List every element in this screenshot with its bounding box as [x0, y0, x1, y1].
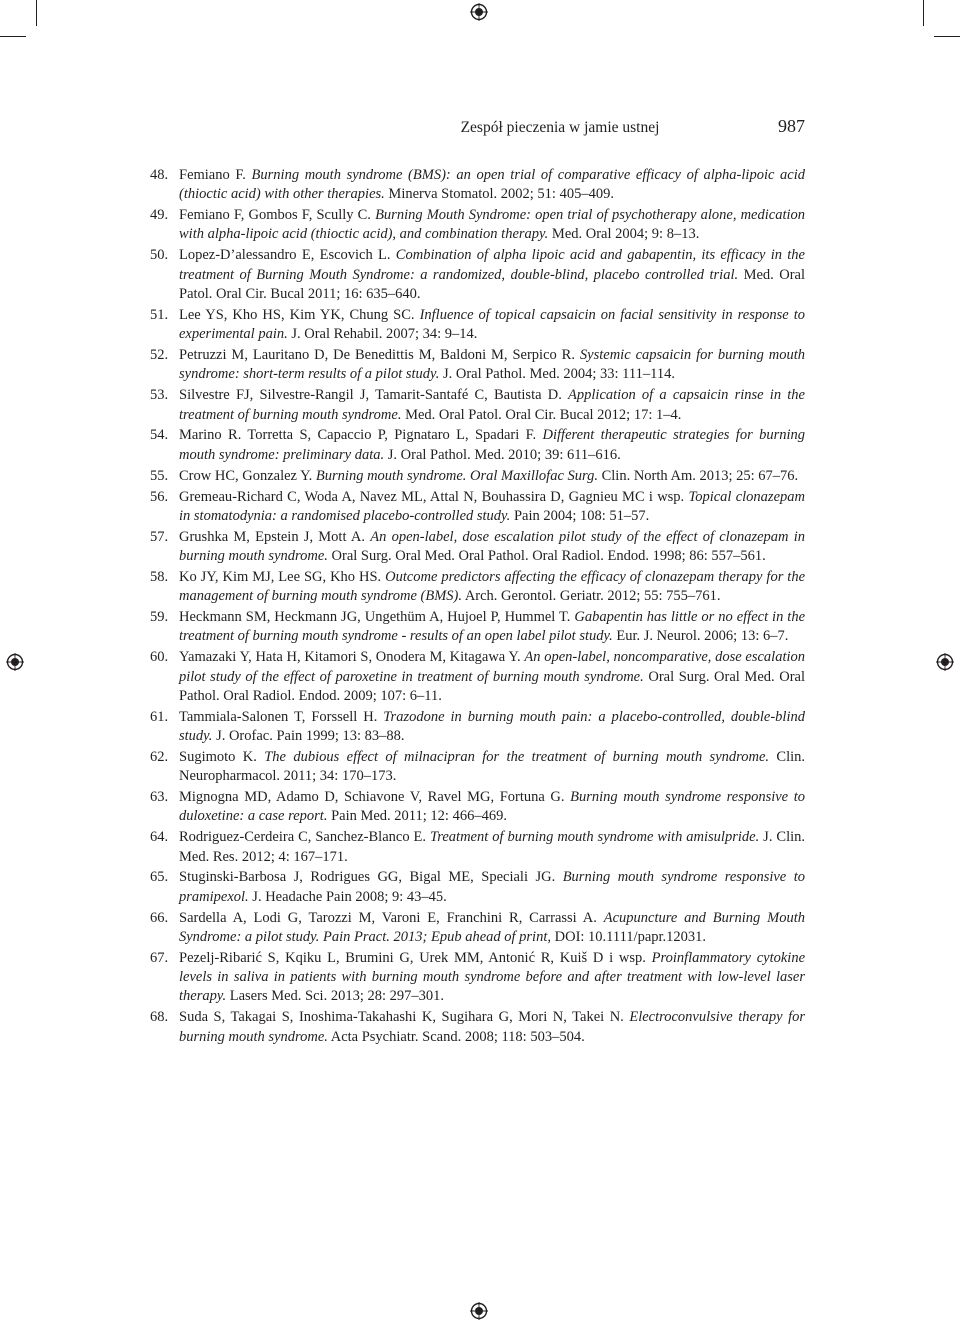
reference-title: Gabapentin has little or no effect in the treatment of burning mouth syndrome - results of an open label pilot study. [179, 609, 806, 645]
reference-source: Arch. Gerontol. Geriatr. 2012; 55: 755–761. [464, 588, 721, 605]
reference-item [150, 949, 805, 1007]
reference-number: 63. [150, 789, 169, 806]
reference-authors: Sardella A, Lodi G, Tarozzi M, Varoni E, Franchini R, Carrassi A. [179, 909, 597, 926]
registration-mark-bottom-icon [470, 1302, 488, 1320]
reference-number: 55. [150, 467, 169, 484]
reference-title: Application of a capsaicin rinse in the treatment of burning mouth syndrome. [179, 387, 805, 423]
reference-text [179, 869, 805, 904]
reference-number: 51. [150, 306, 169, 323]
reference-number: 56. [150, 488, 169, 505]
crop-mark-top-right-horizontal [934, 36, 960, 37]
reference-authors: Ko JY, Kim MJ, Lee SG, Kho HS. [179, 568, 382, 585]
reference-item [150, 246, 805, 304]
reference-number: 52. [150, 347, 169, 364]
page-header [150, 116, 805, 140]
reference-number: 60. [150, 649, 169, 666]
reference-title: Combination of alpha lipoic acid and gabapentin, its efficacy in the treatment of Burning Mouth Syndrome: a randomized, double-blind, placebo controlled trial. [179, 247, 805, 283]
reference-item [150, 708, 805, 747]
reference-authors: Tammiala-Salonen T, Forssell H. [179, 708, 378, 725]
reference-source: Eur. J. Neurol. 2006; 13: 6–7. [616, 628, 789, 645]
reference-text [179, 347, 805, 382]
reference-item [150, 909, 805, 948]
reference-source: Clin. North Am. 2013; 25: 67–76. [601, 467, 799, 484]
reference-title: Treatment of burning mouth syndrome with amisulpride. [429, 829, 760, 846]
reference-text [179, 387, 805, 422]
reference-authors: Lopez-D’alessandro E, Escovich L. [179, 247, 391, 264]
crop-mark-top-left-vertical [36, 0, 37, 26]
reference-source: Minerva Stomatol. 2002; 51: 405–409. [388, 186, 614, 203]
reference-title: An open-label, noncomparative, dose escalation pilot study of the effect of paroxetine in treatment of burning mouth syndrome. [179, 649, 806, 685]
reference-source: J. Clin. Med. Res. 2012; 4: 167–171. [179, 829, 806, 865]
reference-title: An open-label, dose escalation pilot study of the effect of clonazepam in burning mouth syndrome. [179, 528, 806, 564]
reference-source: J. Headache Pain 2008; 9: 43–45. [252, 888, 447, 905]
reference-item [150, 828, 805, 867]
registration-mark-left-icon [6, 653, 24, 671]
reference-number: 54. [150, 427, 169, 444]
page-number: 987 [778, 116, 805, 136]
reference-source: Oral Surg. Oral Med. Oral Pathol. Oral Radiol. Endod. 2009; 107: 6–11. [179, 668, 805, 704]
reference-number: 61. [150, 708, 169, 725]
reference-source: Acta Psychiatr. Scand. 2008; 118: 503–504. [330, 1028, 585, 1045]
reference-authors: Heckmann SM, Heckmann JG, Ungethüm A, Hujoel P, Hummel T. [179, 609, 571, 626]
reference-item [150, 386, 805, 425]
reference-item [150, 488, 805, 527]
reference-item [150, 648, 805, 706]
reference-authors: Suda S, Takagai S, Inoshima-Takahashi K, Sugihara G, Mori N, Takei N. [179, 1009, 624, 1026]
reference-source: Med. Oral Patol. Oral Cir. Bucal 2012; 17: 1–4. [405, 406, 682, 423]
reference-number: 62. [150, 748, 169, 765]
reference-source: Pain 2004; 108: 51–57. [513, 507, 650, 524]
reference-source: Oral Surg. Oral Med. Oral Pathol. Oral Radiol. Endod. 1998; 86: 557–561. [331, 547, 766, 564]
reference-text [179, 950, 805, 1005]
reference-item [150, 467, 805, 486]
running-title: Zespół pieczenia w jamie ustnej [460, 119, 660, 136]
reference-source: J. Orofac. Pain 1999; 13: 83–88. [216, 728, 405, 745]
reference-authors: Sugimoto K. [179, 748, 257, 765]
registration-mark-top-icon [470, 3, 488, 21]
reference-source: DOI: 10.1111/papr.12031. [554, 928, 707, 945]
reference-authors: Grushka M, Epstein J, Mott A. [179, 528, 366, 545]
reference-title: Burning mouth syndrome. Oral Maxillofac Surg. [315, 467, 598, 484]
reference-text [179, 829, 805, 864]
reference-list [150, 166, 805, 1049]
reference-item [150, 608, 805, 647]
reference-authors: Rodriguez-Cerdeira C, Sanchez-Blanco E. [179, 829, 427, 846]
reference-text [179, 529, 805, 564]
reference-title: Burning mouth syndrome responsive to duloxetine: a case report. [179, 789, 806, 825]
reference-text [179, 247, 805, 302]
reference-title: Topical clonazepam in stomatodynia: a randomised placebo-controlled study. [179, 488, 805, 524]
crop-mark-top-right-vertical [923, 0, 924, 26]
reference-text [179, 649, 805, 704]
reference-text [179, 910, 805, 945]
reference-text [179, 207, 805, 242]
reference-text [179, 789, 805, 824]
reference-number: 49. [150, 207, 169, 224]
crop-mark-top-left-horizontal [0, 36, 26, 37]
reference-authors: Yamazaki Y, Hata H, Kitamori S, Onodera M, Kitagawa Y. [179, 649, 521, 666]
reference-authors: Petruzzi M, Lauritano D, De Benedittis M, Baldoni M, Serpico R. [179, 347, 575, 364]
reference-item [150, 748, 805, 787]
reference-item [150, 528, 805, 567]
reference-text [179, 609, 805, 644]
reference-title: Burning mouth syndrome (BMS): an open trial of comparative efficacy of alpha-lipoic acid (thioctic acid) with other therapies. [179, 167, 805, 203]
reference-source: Pain Med. 2011; 12: 466–469. [331, 808, 507, 825]
reference-item [150, 346, 805, 385]
reference-authors: Crow HC, Gonzalez Y. [179, 467, 313, 484]
reference-item [150, 426, 805, 465]
reference-source: J. Oral Pathol. Med. 2004; 33: 111–114. [442, 366, 675, 383]
reference-number: 59. [150, 609, 169, 626]
registration-mark-right-icon [936, 653, 954, 671]
reference-authors: Marino R. Torretta S, Capaccio P, Pignataro L, Spadari F. [179, 427, 537, 444]
reference-item [150, 1008, 805, 1047]
reference-item [150, 306, 805, 345]
reference-authors: Pezelj-Ribarić S, Kqiku L, Brumini G, Urek MM, Antonić R, Kuiš D i wsp. [179, 949, 646, 966]
reference-number: 68. [150, 1009, 169, 1026]
reference-text [179, 489, 805, 524]
reference-text [179, 167, 805, 202]
reference-authors: Lee YS, Kho HS, Kim YK, Chung SC. [179, 306, 415, 323]
reference-authors: Gremeau-Richard C, Woda A, Navez ML, Attal N, Bouhassira D, Gagnieu MC i wsp. [179, 488, 685, 505]
reference-number: 64. [150, 829, 169, 846]
reference-text [179, 749, 805, 784]
reference-authors: Stuginski-Barbosa J, Rodrigues GG, Bigal ME, Speciali JG. [179, 869, 556, 886]
reference-text [179, 468, 798, 484]
reference-title: Influence of topical capsaicin on facial sensitivity in response to experimental pain. [179, 306, 805, 343]
reference-title: Proinflammatory cytokine levels in saliva in patients with burning mouth syndrome before and after treatment with low-level laser therapy. [179, 949, 806, 1005]
reference-item [150, 568, 805, 607]
reference-number: 67. [150, 949, 169, 966]
reference-number: 53. [150, 387, 169, 404]
reference-number: 50. [150, 247, 169, 264]
reference-item [150, 166, 805, 205]
reference-text [179, 709, 805, 744]
reference-title: Burning mouth syndrome responsive to pramipexol. [179, 869, 805, 905]
reference-authors: Femiano F. [179, 167, 246, 183]
reference-title: The dubious effect of milnacipran for the treatment of burning mouth syndrome. [264, 748, 770, 765]
reference-number: 65. [150, 869, 169, 886]
reference-authors: Silvestre FJ, Silvestre-Rangil J, Tamarit-Santafé C, Bautista D. [179, 387, 562, 404]
reference-title: Burning Mouth Syndrome: open trial of psychotherapy alone, medication with alpha-lipoic acid (thioctic acid), and combination therapy. [179, 207, 806, 243]
reference-title: Electroconvulsive therapy for burning mouth syndrome. [179, 1009, 805, 1045]
reference-title: Outcome predictors affecting the efficacy of clonazepam therapy for the management of burning mouth syndrome (BMS). [179, 568, 806, 605]
reference-text [179, 307, 805, 342]
reference-source: Med. Oral 2004; 9: 8–13. [551, 226, 700, 243]
reference-item [150, 868, 805, 907]
reference-text [179, 1009, 805, 1044]
reference-number: 57. [150, 528, 169, 545]
reference-source: J. Oral Pathol. Med. 2010; 39: 611–616. [387, 446, 621, 463]
reference-source: J. Oral Rehabil. 2007; 34: 9–14. [291, 326, 478, 343]
reference-text [179, 569, 805, 604]
reference-item [150, 788, 805, 827]
reference-number: 66. [150, 909, 169, 926]
reference-item [150, 206, 805, 245]
reference-title: Acupuncture and Burning Mouth Syndrome: a pilot study. Pain Pract. 2013; Epub ahead of print, [179, 909, 806, 945]
reference-source: Lasers Med. Sci. 2013; 28: 297–301. [229, 988, 445, 1005]
reference-number: 48. [150, 167, 169, 183]
reference-number: 58. [150, 568, 169, 585]
reference-title: Different therapeutic strategies for burning mouth syndrome: preliminary data. [179, 427, 805, 463]
reference-title: Trazodone in burning mouth pain: a placebo-controlled, double-blind study. [179, 708, 805, 745]
reference-source: Med. Oral Patol. Oral Cir. Bucal 2011; 16: 635–640. [179, 266, 805, 302]
reference-title: Systemic capsaicin for burning mouth syndrome: short-term results of a pilot study. [179, 347, 806, 383]
reference-authors: Mignogna MD, Adamo D, Schiavone V, Ravel MG, Fortuna G. [179, 789, 565, 806]
reference-text [179, 427, 805, 462]
reference-authors: Femiano F, Gombos F, Scully C. [179, 207, 371, 224]
reference-source: Clin. Neuropharmacol. 2011; 34: 170–173. [179, 748, 806, 785]
